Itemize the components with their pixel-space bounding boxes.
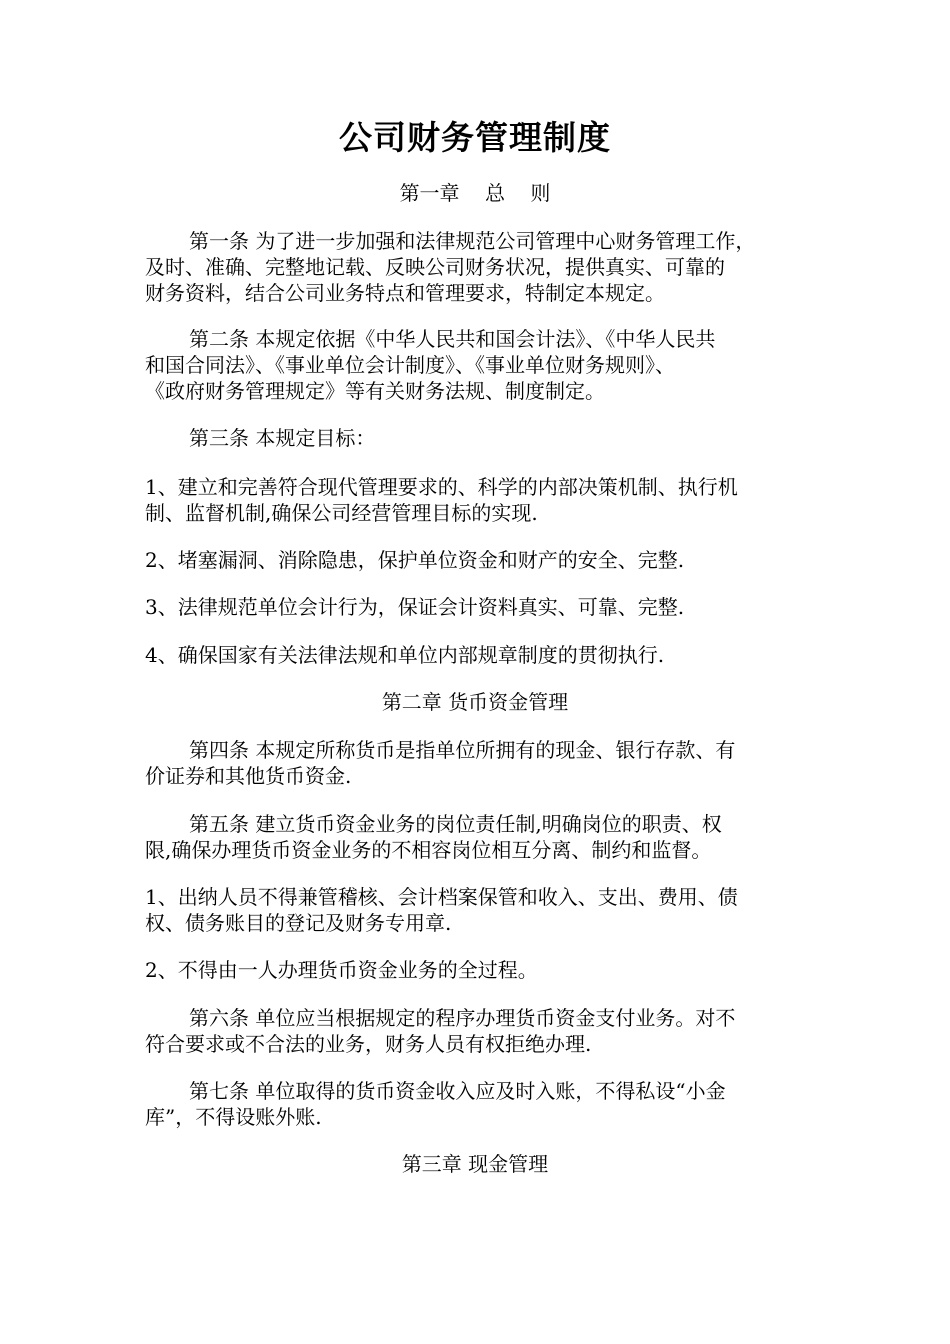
article-1-line: 第一条 为了进一步加强和法律规范公司管理中心财务管理工作， bbox=[189, 229, 756, 253]
article-1 bbox=[145, 228, 805, 306]
article-1-line: 财务资料，结合公司业务特点和管理要求，特制定本规定。 bbox=[145, 281, 665, 305]
article-5-line: 第五条 建立货币资金业务的岗位责任制,明确岗位的职责、权 bbox=[189, 812, 722, 836]
goal-1-line: 1、建立和完善符合现代管理要求的、科学的内部决策机制、执行机 bbox=[145, 475, 738, 499]
chapter-1-heading: 第一章 总 则 bbox=[399, 181, 551, 205]
goal-4 bbox=[145, 642, 805, 668]
article-6-line: 符合要求或不合法的业务，财务人员有权拒绝办理. bbox=[145, 1032, 592, 1056]
article-4-line: 第四条 本规定所称货币是指单位所拥有的现金、银行存款、有 bbox=[189, 738, 736, 762]
article-6 bbox=[145, 1005, 805, 1057]
article-5-line: 限,确保办理货币资金业务的不相容岗位相互分离、制约和监督。 bbox=[145, 838, 712, 862]
article-6-line: 第六条 单位应当根据规定的程序办理货币资金支付业务。对不 bbox=[189, 1006, 736, 1030]
rule-1-line: 1、出纳人员不得兼管稽核、会计档案保管和收入、支出、费用、债 bbox=[145, 885, 738, 909]
article-4 bbox=[145, 737, 805, 789]
rule-2 bbox=[145, 957, 805, 983]
goal-2-line: 2、堵塞漏洞、消除隐患，保护单位资金和财产的安全、完整. bbox=[145, 548, 685, 572]
article-2-line: 第二条 本规定依据《中华人民共和国会计法》、《中华人民共 bbox=[189, 327, 716, 351]
article-7-line: 第七条 单位取得的货币资金收入应及时入账，不得私设“小金 bbox=[189, 1079, 726, 1103]
article-3 bbox=[145, 425, 805, 451]
goal-2 bbox=[145, 547, 805, 573]
goal-1 bbox=[145, 474, 805, 526]
goal-1-line: 制、监督机制,确保公司经营管理目标的实现. bbox=[145, 501, 538, 525]
chapter-3-heading: 第三章 现金管理 bbox=[401, 1152, 549, 1176]
goal-3 bbox=[145, 594, 805, 620]
article-7 bbox=[145, 1078, 805, 1130]
rule-1 bbox=[145, 884, 805, 936]
rule-1-line: 权、债务账目的登记及财务专用章. bbox=[145, 911, 452, 935]
rule-2-line: 2、不得由一人办理货币资金业务的全过程。 bbox=[145, 958, 538, 982]
chapter-2-heading: 第二章 货币资金管理 bbox=[381, 690, 569, 714]
article-3-line: 第三条 本规定目标： bbox=[189, 426, 376, 450]
article-7-line: 库”，不得设账外账. bbox=[145, 1105, 322, 1129]
goal-3-line: 3、法律规范单位会计行为，保证会计资料真实、可靠、完整. bbox=[145, 595, 685, 619]
article-1-line: 及时、准确、完整地记载、反映公司财务状况，提供真实、可靠的 bbox=[145, 255, 725, 279]
article-2 bbox=[145, 326, 805, 404]
document-title: 公司财务管理制度 bbox=[339, 118, 611, 157]
goal-4-line: 4、确保国家有关法律法规和单位内部规章制度的贯彻执行. bbox=[145, 643, 665, 667]
article-2-line: 《政府财务管理规定》等有关财务法规、制度制定。 bbox=[145, 379, 605, 403]
article-2-line: 和国合同法》、《事业单位会计制度》、《事业单位财务规则》、 bbox=[145, 353, 675, 377]
article-4-line: 价证券和其他货币资金. bbox=[145, 764, 352, 788]
article-5 bbox=[145, 811, 805, 863]
